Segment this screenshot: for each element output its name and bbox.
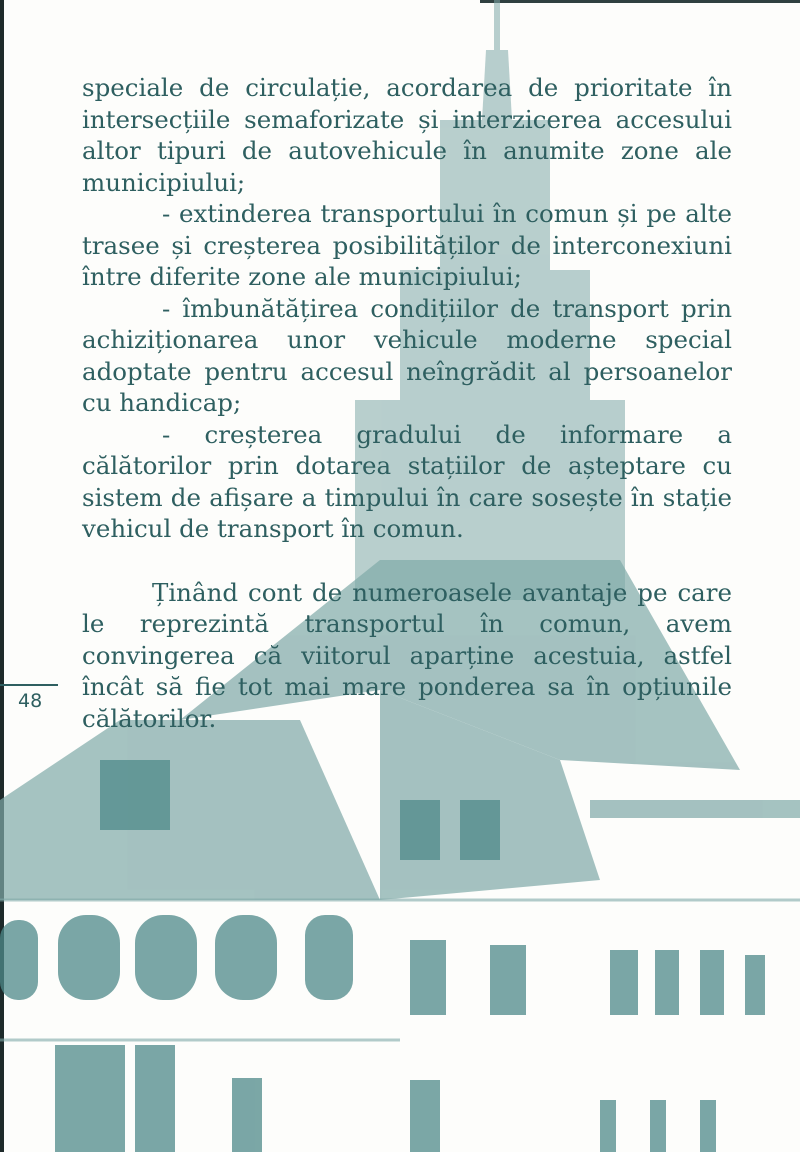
paragraph-5: Ținând cont de numeroasele avantaje pe care le reprezintă transportul în comun, avem convingerea că viitorul aparține acestuia, astfel încât să fie tot mai mare ponderea sa în opțiunile călătorilor. [82, 577, 732, 733]
paragraph-1: speciale de circulație, acordarea de prioritate în intersecțiile semaforizate și interzicerea accesului altor tipuri de autovehicule în anumite zone ale municipiului; [82, 73, 732, 197]
paragraph-2: - extinderea transportului în comun și pe alte trasee și creșterea posibilităților de interconexiuni între diferite zone ale municipiului; [82, 199, 732, 291]
page-number: 48 [18, 690, 43, 712]
paragraph-3: - îmbunătățirea condițiilor de transport prin achiziționarea unor vehicule moderne special adoptate pentru accesul neîngrădit al persoanelor cu handicap; [82, 293, 732, 417]
page-number-rule [0, 684, 58, 686]
body-text [82, 72, 732, 734]
paragraph-4: - creșterea gradului de informare a călătorilor prin dotarea stațiilor de așteptare cu sistem de afișare a timpului în care sosește în stație vehicul de transport în comun. [82, 419, 732, 543]
